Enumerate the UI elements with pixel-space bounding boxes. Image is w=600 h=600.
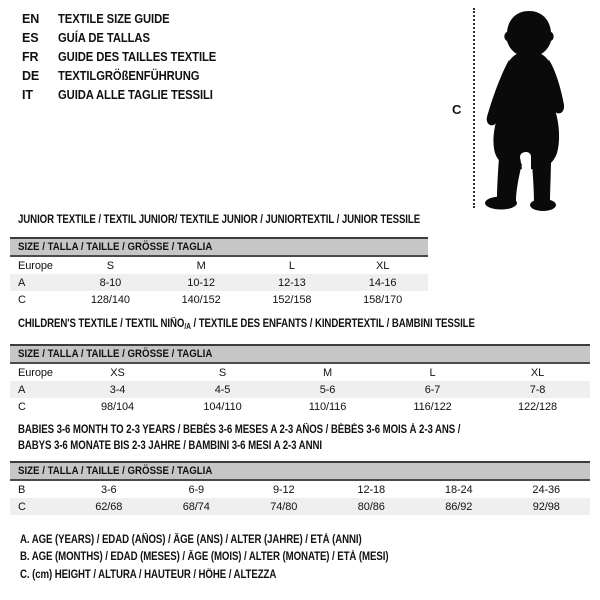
region-label: Europe — [18, 259, 53, 272]
table-cell: 5-6 — [275, 381, 380, 398]
size-bar — [10, 237, 428, 257]
footnotes — [20, 534, 459, 586]
language-row-en — [22, 10, 234, 29]
row-label: C — [10, 498, 65, 515]
table-cell: 68/74 — [153, 498, 241, 515]
table-cell: 80/86 — [328, 498, 416, 515]
language-row-de — [22, 66, 234, 85]
babies-table-grid — [10, 481, 590, 515]
size-column-header: S — [106, 259, 114, 272]
table-cell: 74/80 — [240, 498, 328, 515]
junior-size-table — [10, 237, 428, 308]
table-cell: 122/128 — [517, 400, 558, 413]
babies-size-table — [10, 461, 590, 515]
language-code: DE — [22, 68, 40, 83]
table-cell: 158/170 — [363, 293, 403, 306]
language-guide-title: TEXTILGRÖßENFÜHRUNG — [58, 68, 200, 83]
size-column-header: S — [218, 366, 227, 379]
table-cell: 24-36 — [532, 483, 561, 496]
language-code: EN — [22, 12, 40, 27]
table-row — [10, 381, 590, 398]
size-column-header: XS — [110, 366, 125, 379]
children-table-grid — [10, 364, 590, 415]
table-cell: 128/140 — [90, 293, 130, 306]
table-header-row — [10, 257, 428, 274]
language-row-fr — [22, 48, 234, 67]
size-bar — [10, 344, 590, 364]
children-size-table — [10, 344, 590, 415]
size-column-header: M — [196, 259, 206, 272]
baby-left-foot — [485, 197, 517, 210]
size-column-header: L — [429, 366, 436, 379]
baby-silhouette — [482, 7, 568, 212]
children-table-title: CHILDREN'S TEXTILE / TEXTIL $NIÑO_{/A}$ / TEXTILE DES ENFANTS / KINDERTEXTIL / BAMBINI TESSILE — [18, 318, 475, 331]
row-label: A — [10, 274, 65, 291]
size-bar — [10, 461, 590, 481]
size-column-header: M — [322, 366, 333, 379]
table-cell: 110/116 — [308, 400, 347, 413]
table-cell: 104/110 — [203, 400, 242, 413]
table-cell: 140/152 — [181, 293, 221, 306]
language-guide-title: GUIDA ALLE TAGLIE TESSILI — [58, 87, 213, 102]
size-column-header: L — [288, 259, 295, 272]
table-cell: 62/68 — [65, 498, 153, 515]
baby-right-foot — [530, 199, 556, 211]
language-guide — [22, 10, 234, 104]
language-code: ES — [22, 31, 39, 46]
height-measure-line — [473, 8, 475, 208]
table-row — [10, 291, 428, 308]
row-label: A — [10, 381, 65, 398]
language-row-es — [22, 29, 234, 48]
table-cell: 98/104 — [100, 400, 135, 413]
table-header-row — [10, 364, 590, 381]
table-cell: 4-5 — [170, 381, 275, 398]
baby-right-leg — [532, 158, 551, 203]
region-label: Europe — [18, 366, 53, 379]
language-code: IT — [22, 87, 33, 102]
table-cell: 12-13 — [247, 274, 338, 291]
size-bar-label: SIZE / TALLA / TAILLE / GRÖSSE / TAGLIA — [18, 241, 213, 253]
babies-table-title: BABIES 3-6 MONTH TO 2-3 YEARS / BEBÉS 3-6 MESES A 2-3 AÑOS / BÉBÉS 3-6 MOIS À 2-3 ANS / BABYS 3-6 MONATE BIS 2-3 JAHRE / BAMBINI 3-6 MESI A 2-3 ANNI — [18, 424, 461, 452]
table-cell: 3-4 — [65, 381, 170, 398]
footnote-b: B. AGE (MONTHS) / EDAD (MESES) / ÂGE (MOIS) / ALTER (MONATE) / ETÀ (MESI) — [20, 551, 389, 564]
table-cell: 152/158 — [272, 293, 312, 306]
table-row — [10, 498, 590, 515]
table-row — [10, 274, 428, 291]
row-label: C — [18, 293, 26, 306]
table-cell: 12-18 — [357, 483, 386, 496]
row-label: C — [18, 400, 26, 413]
language-guide-title: GUÍA DE TALLAS — [58, 31, 150, 46]
footnote-c: C. (cm) HEIGHT / ALTURA / HAUTEUR / HÖHE / ALTEZZA — [20, 568, 277, 581]
table-cell: 10-12 — [156, 274, 247, 291]
height-measure-label: C — [452, 102, 462, 117]
table-cell: 18-24 — [444, 483, 473, 496]
table-cell: 3-6 — [100, 483, 117, 496]
language-guide-title: TEXTILE SIZE GUIDE — [58, 12, 170, 27]
baby-head — [504, 11, 553, 57]
row-label: B — [18, 483, 26, 496]
size-bar-label: SIZE / TALLA / TAILLE / GRÖSSE / TAGLIA — [18, 465, 213, 477]
junior-table-grid — [10, 257, 428, 308]
table-row — [10, 398, 590, 415]
table-cell: 14-16 — [337, 274, 428, 291]
size-column-header: XL — [530, 366, 545, 379]
junior-table-title: JUNIOR TEXTILE / TEXTIL JUNIOR/ TEXTILE JUNIOR / JUNIORTEXTIL / JUNIOR TESSILE — [18, 214, 421, 226]
table-cell: 8-10 — [65, 274, 156, 291]
table-cell: 7-8 — [485, 381, 590, 398]
size-column-header: XL — [375, 259, 390, 272]
table-cell: 6-9 — [188, 483, 205, 496]
table-cell: 86/92 — [415, 498, 503, 515]
table-cell: 9-12 — [272, 483, 295, 496]
table-cell: 116/122 — [413, 400, 452, 413]
baby-left-leg — [497, 157, 522, 201]
table-cell: 92/98 — [503, 498, 591, 515]
table-row — [10, 481, 590, 498]
language-code: FR — [22, 49, 39, 64]
footnote-a: A. AGE (YEARS) / EDAD (AÑOS) / ÂGE (ANS) / ALTER (JAHRE) / ETÀ (ANNI) — [20, 534, 362, 546]
table-cell: 6-7 — [380, 381, 485, 398]
language-row-it — [22, 85, 234, 104]
language-guide-title: GUIDE DES TAILLES TEXTILE — [58, 49, 217, 64]
size-bar-label: SIZE / TALLA / TAILLE / GRÖSSE / TAGLIA — [18, 348, 213, 360]
